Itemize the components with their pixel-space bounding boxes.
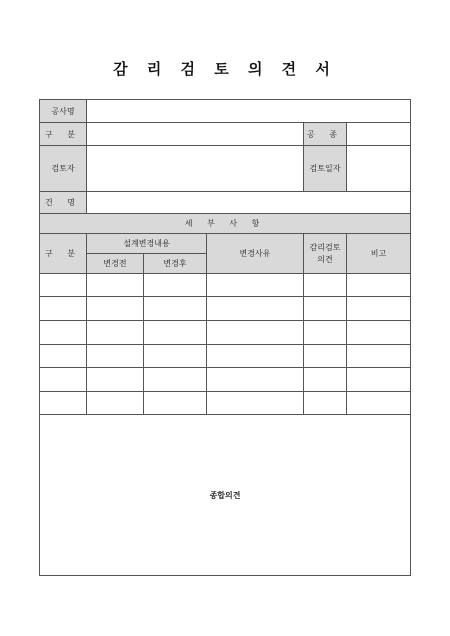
cell-reason[interactable] bbox=[207, 368, 304, 392]
subject-label: 건 명 bbox=[40, 192, 87, 214]
category-field[interactable] bbox=[87, 123, 304, 146]
cell-opinion[interactable] bbox=[304, 392, 347, 415]
cell-reason[interactable] bbox=[207, 345, 304, 368]
subject-field[interactable] bbox=[87, 192, 411, 214]
cell-after[interactable] bbox=[144, 297, 207, 321]
cell-remarks[interactable] bbox=[347, 392, 411, 415]
table-row bbox=[40, 345, 411, 368]
document-title: 감 리 검 토 의 견 서 bbox=[113, 60, 337, 78]
cell-opinion[interactable] bbox=[304, 345, 347, 368]
table-row bbox=[40, 321, 411, 345]
overall-opinion-row bbox=[40, 415, 411, 576]
col-design-change-header: 설계변경내용 bbox=[87, 234, 207, 254]
details-header-row bbox=[40, 214, 411, 234]
cell-category[interactable] bbox=[40, 368, 87, 392]
work-type-field[interactable] bbox=[347, 123, 411, 146]
table-row bbox=[40, 297, 411, 321]
cell-before[interactable] bbox=[87, 345, 144, 368]
details-header: 세 부 사 항 bbox=[40, 214, 411, 234]
cell-reason[interactable] bbox=[207, 274, 304, 297]
cell-category[interactable] bbox=[40, 321, 87, 345]
col-change-reason-header: 변경사유 bbox=[207, 234, 304, 274]
cell-category[interactable] bbox=[40, 274, 87, 297]
col-after-change-header: 변경후 bbox=[144, 254, 207, 274]
cell-opinion[interactable] bbox=[304, 368, 347, 392]
table-row bbox=[40, 392, 411, 415]
reviewer-label: 검토자 bbox=[40, 146, 87, 192]
cell-reason[interactable] bbox=[207, 321, 304, 345]
cell-after[interactable] bbox=[144, 345, 207, 368]
column-header-row-1 bbox=[40, 234, 411, 254]
cell-after[interactable] bbox=[144, 274, 207, 297]
cell-category[interactable] bbox=[40, 392, 87, 415]
col-category-header: 구 분 bbox=[40, 234, 87, 274]
opinion-header-line1: 감리검토 bbox=[309, 242, 341, 252]
table-row bbox=[40, 274, 411, 297]
cell-before[interactable] bbox=[87, 368, 144, 392]
cell-opinion[interactable] bbox=[304, 321, 347, 345]
cell-remarks[interactable] bbox=[347, 321, 411, 345]
project-name-label: 공사명 bbox=[40, 100, 87, 123]
opinion-header-line2: 의견 bbox=[317, 254, 333, 264]
cell-remarks[interactable] bbox=[347, 297, 411, 321]
cell-remarks[interactable] bbox=[347, 368, 411, 392]
cell-reason[interactable] bbox=[207, 392, 304, 415]
cell-after[interactable] bbox=[144, 392, 207, 415]
project-name-row bbox=[40, 100, 411, 123]
work-type-label: 공 종 bbox=[304, 123, 347, 146]
cell-opinion[interactable] bbox=[304, 297, 347, 321]
cell-before[interactable] bbox=[87, 297, 144, 321]
table-row bbox=[40, 368, 411, 392]
category-label: 구 분 bbox=[40, 123, 87, 146]
review-date-label: 검토일자 bbox=[304, 146, 347, 192]
col-supervision-opinion-header bbox=[304, 234, 347, 274]
review-date-field[interactable] bbox=[347, 146, 411, 192]
review-form-table bbox=[39, 99, 411, 576]
cell-after[interactable] bbox=[144, 368, 207, 392]
overall-opinion-area[interactable] bbox=[40, 415, 411, 576]
project-name-field[interactable] bbox=[87, 100, 411, 123]
cell-before[interactable] bbox=[87, 321, 144, 345]
cell-remarks[interactable] bbox=[347, 274, 411, 297]
reviewer-row bbox=[40, 146, 411, 192]
cell-after[interactable] bbox=[144, 321, 207, 345]
cell-reason[interactable] bbox=[207, 297, 304, 321]
cell-remarks[interactable] bbox=[347, 345, 411, 368]
cell-category[interactable] bbox=[40, 345, 87, 368]
cell-before[interactable] bbox=[87, 392, 144, 415]
reviewer-field[interactable] bbox=[87, 146, 304, 192]
category-row bbox=[40, 123, 411, 146]
cell-opinion[interactable] bbox=[304, 274, 347, 297]
col-before-change-header: 변경전 bbox=[87, 254, 144, 274]
cell-category[interactable] bbox=[40, 297, 87, 321]
subject-row bbox=[40, 192, 411, 214]
col-remarks-header: 비고 bbox=[347, 234, 411, 274]
overall-opinion-label: 종합의견 bbox=[209, 490, 241, 500]
cell-before[interactable] bbox=[87, 274, 144, 297]
